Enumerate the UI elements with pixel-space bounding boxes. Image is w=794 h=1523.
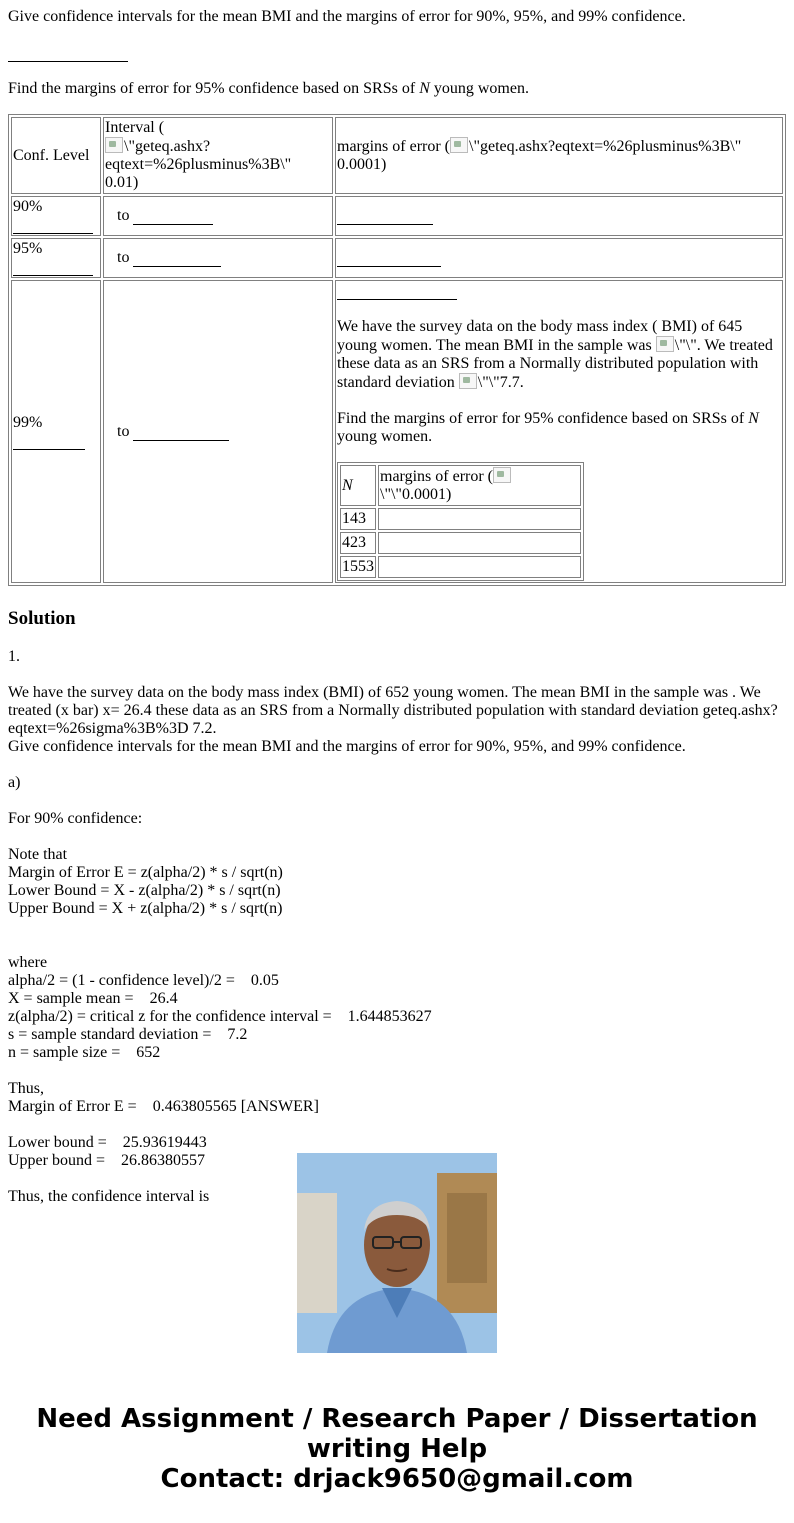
footer-contact: Contact: drjack9650@gmail.com — [160, 1464, 634, 1494]
table-row — [11, 280, 783, 583]
portrait-image — [297, 1153, 497, 1353]
table-row — [11, 196, 783, 236]
avatar — [297, 1153, 497, 1353]
moe-blank-cell — [378, 556, 581, 578]
conf-level-cell: 90% — [11, 196, 101, 236]
inner-row — [340, 532, 581, 554]
table-header-row — [11, 117, 783, 194]
interval-cell: to — [103, 196, 333, 236]
broken-image-icon — [105, 137, 123, 153]
footer-banner — [0, 1404, 794, 1494]
header-interval: Interval ( \"geteq.ashx? eqtext=%26plusminus%3B\" 0.01) — [103, 117, 333, 194]
inner-row — [340, 508, 581, 530]
broken-image-icon — [493, 467, 511, 483]
nested-question: We have the survey data on the body mass index ( BMI) of 645 young women. The mean BMI in the sample was \"\". We treated these data as an SRS from a Normally distributed population with standard deviation \"\"7.7. — [337, 318, 773, 391]
broken-image-icon — [656, 336, 674, 352]
solution-text: Thus, the confidence interval is — [8, 1188, 210, 1205]
sample-size-table — [337, 462, 584, 581]
margin-cell — [335, 196, 783, 236]
header-conf-level: Conf. Level — [11, 117, 101, 194]
bounds-block: Lower bound = 25.93619443 Upper bound = 26.86380557 — [8, 1134, 207, 1169]
solution-heading: Solution — [8, 608, 76, 629]
broken-image-icon — [450, 137, 468, 153]
part-label: a) — [8, 774, 21, 791]
question-line: Find the margins of error for 95% confidence based on SRSs of N young women. — [8, 80, 529, 97]
variables-block: where alpha/2 = (1 - confidence level)/2 = 0.05 X = sample mean = 26.4 z(alpha/2) = critical z for the confidence interval = 1.644853627 s = sample standard deviation = 7.2 n = sample size = 652 — [8, 954, 432, 1061]
broken-image-icon — [459, 373, 477, 389]
solution-text: For 90% confidence: — [8, 810, 143, 827]
moe-blank-cell — [378, 508, 581, 530]
solution-number: 1. — [8, 648, 20, 665]
document-content — [8, 0, 786, 1205]
answer-table — [8, 114, 786, 586]
conf-level-cell: 99% — [11, 280, 101, 583]
n-value: 423 — [340, 532, 376, 554]
blank-answer — [8, 44, 786, 62]
conf-level-cell: 95% — [11, 238, 101, 278]
footer-line: Need Assignment / Research Paper / Dissertation — [36, 1404, 758, 1434]
nested-question: Find the margins of error for 95% confidence based on SRSs of N young women. — [337, 410, 759, 445]
interval-cell: to — [103, 280, 333, 583]
n-value: 143 — [340, 508, 376, 530]
interval-cell: to — [103, 238, 333, 278]
moe-blank-cell — [378, 532, 581, 554]
formula-block: Note that Margin of Error E = z(alpha/2) * s / sqrt(n) Lower Bound = X - z(alpha/2) * s / sqrt(n) Upper Bound = X + z(alpha/2) * s / sqrt(n) — [8, 846, 283, 917]
header-moe: margins of error (\"\"0.0001) — [378, 465, 581, 506]
margin-cell — [335, 280, 783, 583]
result-block: Thus, Margin of Error E = 0.463805565 [ANSWER] — [8, 1080, 319, 1115]
question-line: Give confidence intervals for the mean BMI and the margins of error for 90%, 95%, and 99% confidence. — [8, 8, 686, 25]
n-value: 1553 — [340, 556, 376, 578]
header-n: N — [340, 465, 376, 506]
inner-header-row — [340, 465, 581, 506]
table-row — [11, 238, 783, 278]
header-margin-of-error: margins of error ( \"geteq.ashx?eqtext=%26plusminus%3B\" 0.0001) — [335, 117, 783, 194]
margin-cell — [335, 238, 783, 278]
solution-paragraph: We have the survey data on the body mass index (BMI) of 652 young women. The mean BMI in the sample was . We treated (x bar) x= 26.4 these data as an SRS from a Normally distributed population with standard deviation geteq.ashx?eqtext=%26sigma%3B%3D 7.2. Give confidence intervals for the mean BMI and the margins of error for 90%, 95%, and 99% confidence. — [8, 684, 778, 755]
footer-line: writing Help — [306, 1434, 488, 1464]
inner-row — [340, 556, 581, 578]
